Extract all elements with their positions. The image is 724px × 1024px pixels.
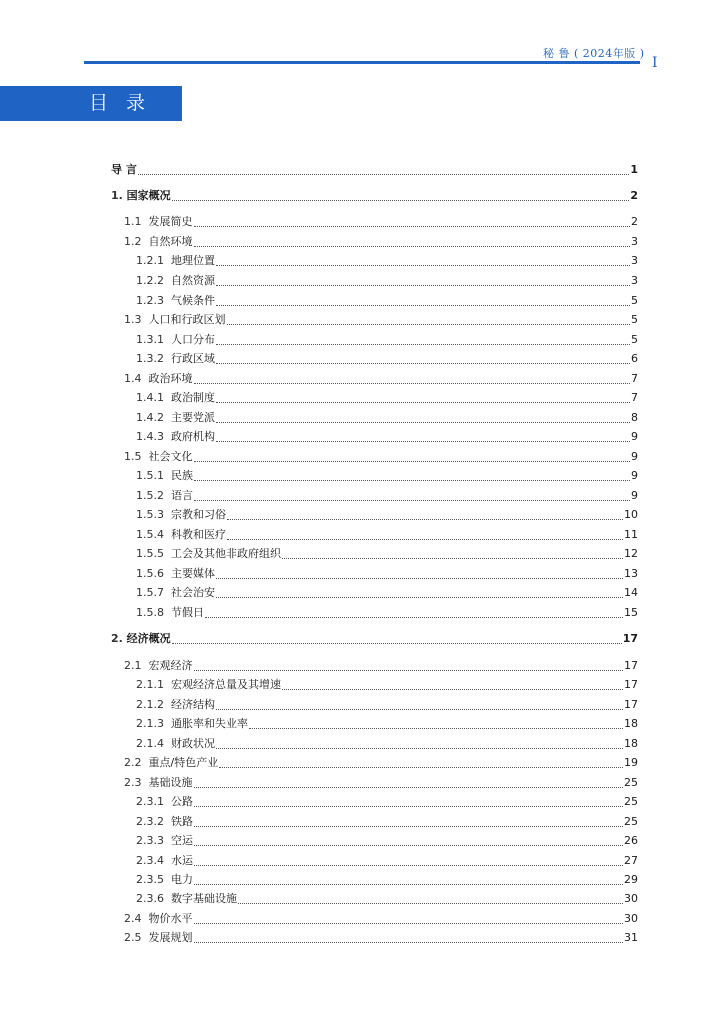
toc-entry-number: 2.3.1 [136,795,171,808]
toc-entry-label: 水运 [170,854,193,867]
toc-entry-page: 10 [624,508,638,521]
toc-entry-page: 25 [624,776,638,789]
toc-entry[interactable] [136,409,638,427]
toc-entry-label: 经济结构 [170,698,215,711]
toc-entry-page: 17 [624,678,638,691]
toc-dot-leader [216,578,623,579]
toc-entry-page: 18 [624,717,638,730]
toc-dot-leader [205,617,623,618]
toc-entry-number: 1.5.8 [136,606,171,619]
toc-dot-leader [194,826,623,827]
toc-entry[interactable] [136,350,638,368]
toc-entry-page: 9 [631,469,638,482]
toc-entry-label: 物价水平 [148,912,193,925]
toc-entry-page: 1 [630,163,638,176]
toc-entry-number: 1.4.3 [136,430,171,443]
toc-entry[interactable] [124,754,638,772]
toc-entry[interactable] [136,526,638,544]
toc-entry-number: 2.1.2 [136,698,171,711]
toc-entry-label: 地理位置 [170,254,215,267]
running-header: 秘 鲁 ( 2024年版 ) [543,47,645,60]
toc-entry-number: 2.4 [124,912,149,925]
toc-entry-number: 1.5.1 [136,469,171,482]
toc-entry-number: 2.1.1 [136,678,171,691]
toc-entry[interactable] [124,657,638,675]
toc-entry[interactable] [136,604,638,622]
toc-entry-number: 1.2.2 [136,274,171,287]
toc-entry-label: 节假日 [170,606,204,619]
toc-entry-label: 发展规划 [148,931,193,944]
toc-dot-leader [194,383,631,384]
toc-entry-label: 通胀率和失业率 [170,717,248,730]
toc-entry-label: 宏观经济总量及其增速 [170,678,281,691]
toc-entry-number: 1.5.5 [136,547,171,560]
toc-entry[interactable] [111,187,638,205]
toc-entry[interactable] [124,448,638,466]
toc-dot-leader [282,558,623,559]
toc-entry-label: 发展简史 [148,215,193,228]
toc-entry-label: 语言 [170,489,193,502]
toc-dot-leader [194,884,623,885]
header-rule [84,61,640,64]
toc-dot-leader [238,903,623,904]
toc-entry-label: 宗教和习俗 [170,508,226,521]
toc-entry-label: 自然环境 [148,235,193,248]
toc-entry-number: 2.3 [124,776,149,789]
toc-entry[interactable] [136,565,638,583]
toc-dot-leader [194,806,623,807]
toc-entry[interactable] [111,161,638,179]
toc-entry-page: 17 [622,632,638,645]
toc-entry-page: 26 [624,834,638,847]
toc-entry-label: 科教和医疗 [170,528,226,541]
toc-entry-page: 14 [624,586,638,599]
toc-entry-page: 2 [631,215,638,228]
toc-entry-page: 9 [631,450,638,463]
toc-dot-leader [249,728,623,729]
toc-entry[interactable] [136,292,638,310]
toc-entry-number: 1.5.3 [136,508,171,521]
toc-entry-label: 基础设施 [148,776,193,789]
toc-entry-page: 3 [631,235,638,248]
toc-dot-leader [227,539,623,540]
toc-entry[interactable] [124,929,638,947]
toc-dot-leader [216,344,630,345]
toc-entry-label: 财政状况 [170,737,215,750]
toc-entry-page: 11 [624,528,638,541]
toc-dot-leader [216,441,630,442]
toc-entry-number: 2.2 [124,756,149,769]
toc-dot-leader [194,923,624,924]
toc-entry[interactable] [136,584,638,602]
toc-entry[interactable] [136,871,638,889]
toc-entry[interactable] [136,813,638,831]
toc-entry-page: 27 [624,854,638,867]
toc-entry-label: 导 言 [111,163,137,176]
toc-dot-leader [194,246,631,247]
toc-dot-leader [138,174,630,175]
toc-entry-number: 1.3 [124,313,149,326]
toc-dot-leader [194,845,623,846]
toc-entry-page: 5 [631,333,638,346]
toc-dot-leader [194,865,623,866]
toc-entry-label: 公路 [170,795,193,808]
toc-entry-page: 5 [631,313,638,326]
toc-entry[interactable] [136,331,638,349]
toc-entry[interactable] [136,735,638,753]
toc-entry-number: 1.2.3 [136,294,171,307]
toc-entry-page: 5 [631,294,638,307]
toc-entry-number: 2.1.3 [136,717,171,730]
toc-entry-label: 主要媒体 [170,567,215,580]
toc-dot-leader [216,402,630,403]
toc-entry-number: 2.3.6 [136,892,171,905]
toc-entry[interactable] [136,506,638,524]
toc-entry-label: 政治制度 [170,391,215,404]
toc-entry-number: 2.1 [124,659,149,672]
toc-entry-page: 2 [630,189,638,202]
toc-entry-number: 1.4.2 [136,411,171,424]
toc-entry-label: 人口和行政区划 [148,313,226,326]
toc-entry-number: 1.3.1 [136,333,171,346]
toc-title-bar [0,86,182,121]
toc-entry[interactable] [124,311,638,329]
toc-entry-page: 31 [624,931,638,944]
toc-dot-leader [194,942,624,943]
toc-entry-number: 2.3.3 [136,834,171,847]
toc-entry-page: 7 [631,372,638,385]
toc-entry-page: 25 [624,795,638,808]
toc-entry-page: 3 [631,274,638,287]
toc-entry-label: 数字基础设施 [170,892,237,905]
toc-dot-leader [216,422,630,423]
toc-entry-page: 13 [624,567,638,580]
toc-entry-number: 1.4 [124,372,149,385]
toc-dot-leader [216,265,630,266]
toc-entry-page: 18 [624,737,638,750]
toc-entry-number: 2.3.4 [136,854,171,867]
toc-entry-page: 9 [631,489,638,502]
toc-entry-label: 行政区域 [170,352,215,365]
toc-entry[interactable] [124,370,638,388]
toc-entry-number: 1.1 [124,215,149,228]
toc-dot-leader [216,597,623,598]
toc-entry-label: 国家概况 [126,189,171,202]
toc-dot-leader [227,324,631,325]
toc-dot-leader [194,226,631,227]
toc-entry-label: 气候条件 [170,294,215,307]
toc-entry-label: 电力 [170,873,193,886]
toc-entry-number: 1.4.1 [136,391,171,404]
toc-entry-number: 1.3.2 [136,352,171,365]
toc-entry-page: 15 [624,606,638,619]
toc-dot-leader [216,748,623,749]
toc-dot-leader [282,689,623,690]
toc-entry-page: 17 [624,698,638,711]
toc-entry[interactable] [124,910,638,928]
toc-entry[interactable] [124,774,638,792]
toc-entry-label: 社会治安 [170,586,215,599]
toc-dot-leader [216,709,623,710]
toc-entry-number: 2.1.4 [136,737,171,750]
toc-entry-number: 2.3.2 [136,815,171,828]
toc-dot-leader [172,643,622,644]
toc-entry-label: 经济概况 [126,632,171,645]
toc-entry[interactable] [111,630,638,648]
toc-entry-label: 工会及其他非政府组织 [170,547,281,560]
toc-entry-label: 自然资源 [170,274,215,287]
toc-dot-leader [216,285,630,286]
toc-entry-page: 19 [624,756,638,769]
toc-entry[interactable] [136,252,638,270]
toc-entry-page: 30 [624,912,638,925]
toc-entry-page: 17 [624,659,638,672]
toc-dot-leader [194,500,630,501]
toc-entry-page: 29 [624,873,638,886]
toc-entry[interactable] [136,715,638,733]
toc-dot-leader [216,305,630,306]
toc-entry-label: 政府机构 [170,430,215,443]
toc-entry-number: 2.3.5 [136,873,171,886]
toc-entry[interactable] [124,233,638,251]
toc-entry[interactable] [136,890,638,908]
toc-dot-leader [216,363,630,364]
toc-entry[interactable] [136,467,638,485]
toc-entry-number: 1.5.6 [136,567,171,580]
toc-entry-number: 1.5.2 [136,489,171,502]
toc-entry[interactable] [136,696,638,714]
toc-entry-number: 2. [111,632,127,645]
toc-entry-label: 宏观经济 [148,659,193,672]
toc-entry-number: 1.2 [124,235,149,248]
toc-dot-leader [194,670,624,671]
toc-dot-leader [194,787,624,788]
toc-entry-page: 12 [624,547,638,560]
toc-dot-leader [194,461,631,462]
toc-entry-label: 政治环境 [148,372,193,385]
toc-entry[interactable] [136,793,638,811]
toc-entry-label: 重点/特色产业 [148,756,219,769]
toc-entry[interactable] [136,428,638,446]
toc-entry-number: 1.5.7 [136,586,171,599]
toc-entry[interactable] [136,676,638,694]
toc-entry-label: 社会文化 [148,450,193,463]
toc-dot-leader [227,519,623,520]
toc-entry-number: 1.2.1 [136,254,171,267]
toc-entry[interactable] [136,487,638,505]
toc-entry-page: 3 [631,254,638,267]
toc-entry-label: 主要党派 [170,411,215,424]
toc-entry-label: 人口分布 [170,333,215,346]
toc-entry[interactable] [124,213,638,231]
toc-entry-page: 25 [624,815,638,828]
toc-entry[interactable] [136,272,638,290]
toc-entry[interactable] [136,852,638,870]
toc-entry-label: 民族 [170,469,193,482]
toc-entry-label: 铁路 [170,815,193,828]
page-number: I [652,55,658,71]
toc-entry-page: 6 [631,352,638,365]
toc-dot-leader [219,767,623,768]
toc-entry-label: 空运 [170,834,193,847]
toc-dot-leader [172,200,630,201]
toc-dot-leader [194,480,630,481]
toc-entry-page: 9 [631,430,638,443]
toc-entry[interactable] [136,389,638,407]
toc-entry[interactable] [136,545,638,563]
toc-entry-number: 1. [111,189,127,202]
toc-title: 目录 [89,92,164,114]
toc-entry[interactable] [136,832,638,850]
toc-entry-page: 30 [624,892,638,905]
toc-entry-number: 1.5 [124,450,149,463]
toc-entry-page: 7 [631,391,638,404]
toc-entry-number: 1.5.4 [136,528,171,541]
toc-entry-page: 8 [631,411,638,424]
toc-entry-number: 2.5 [124,931,149,944]
